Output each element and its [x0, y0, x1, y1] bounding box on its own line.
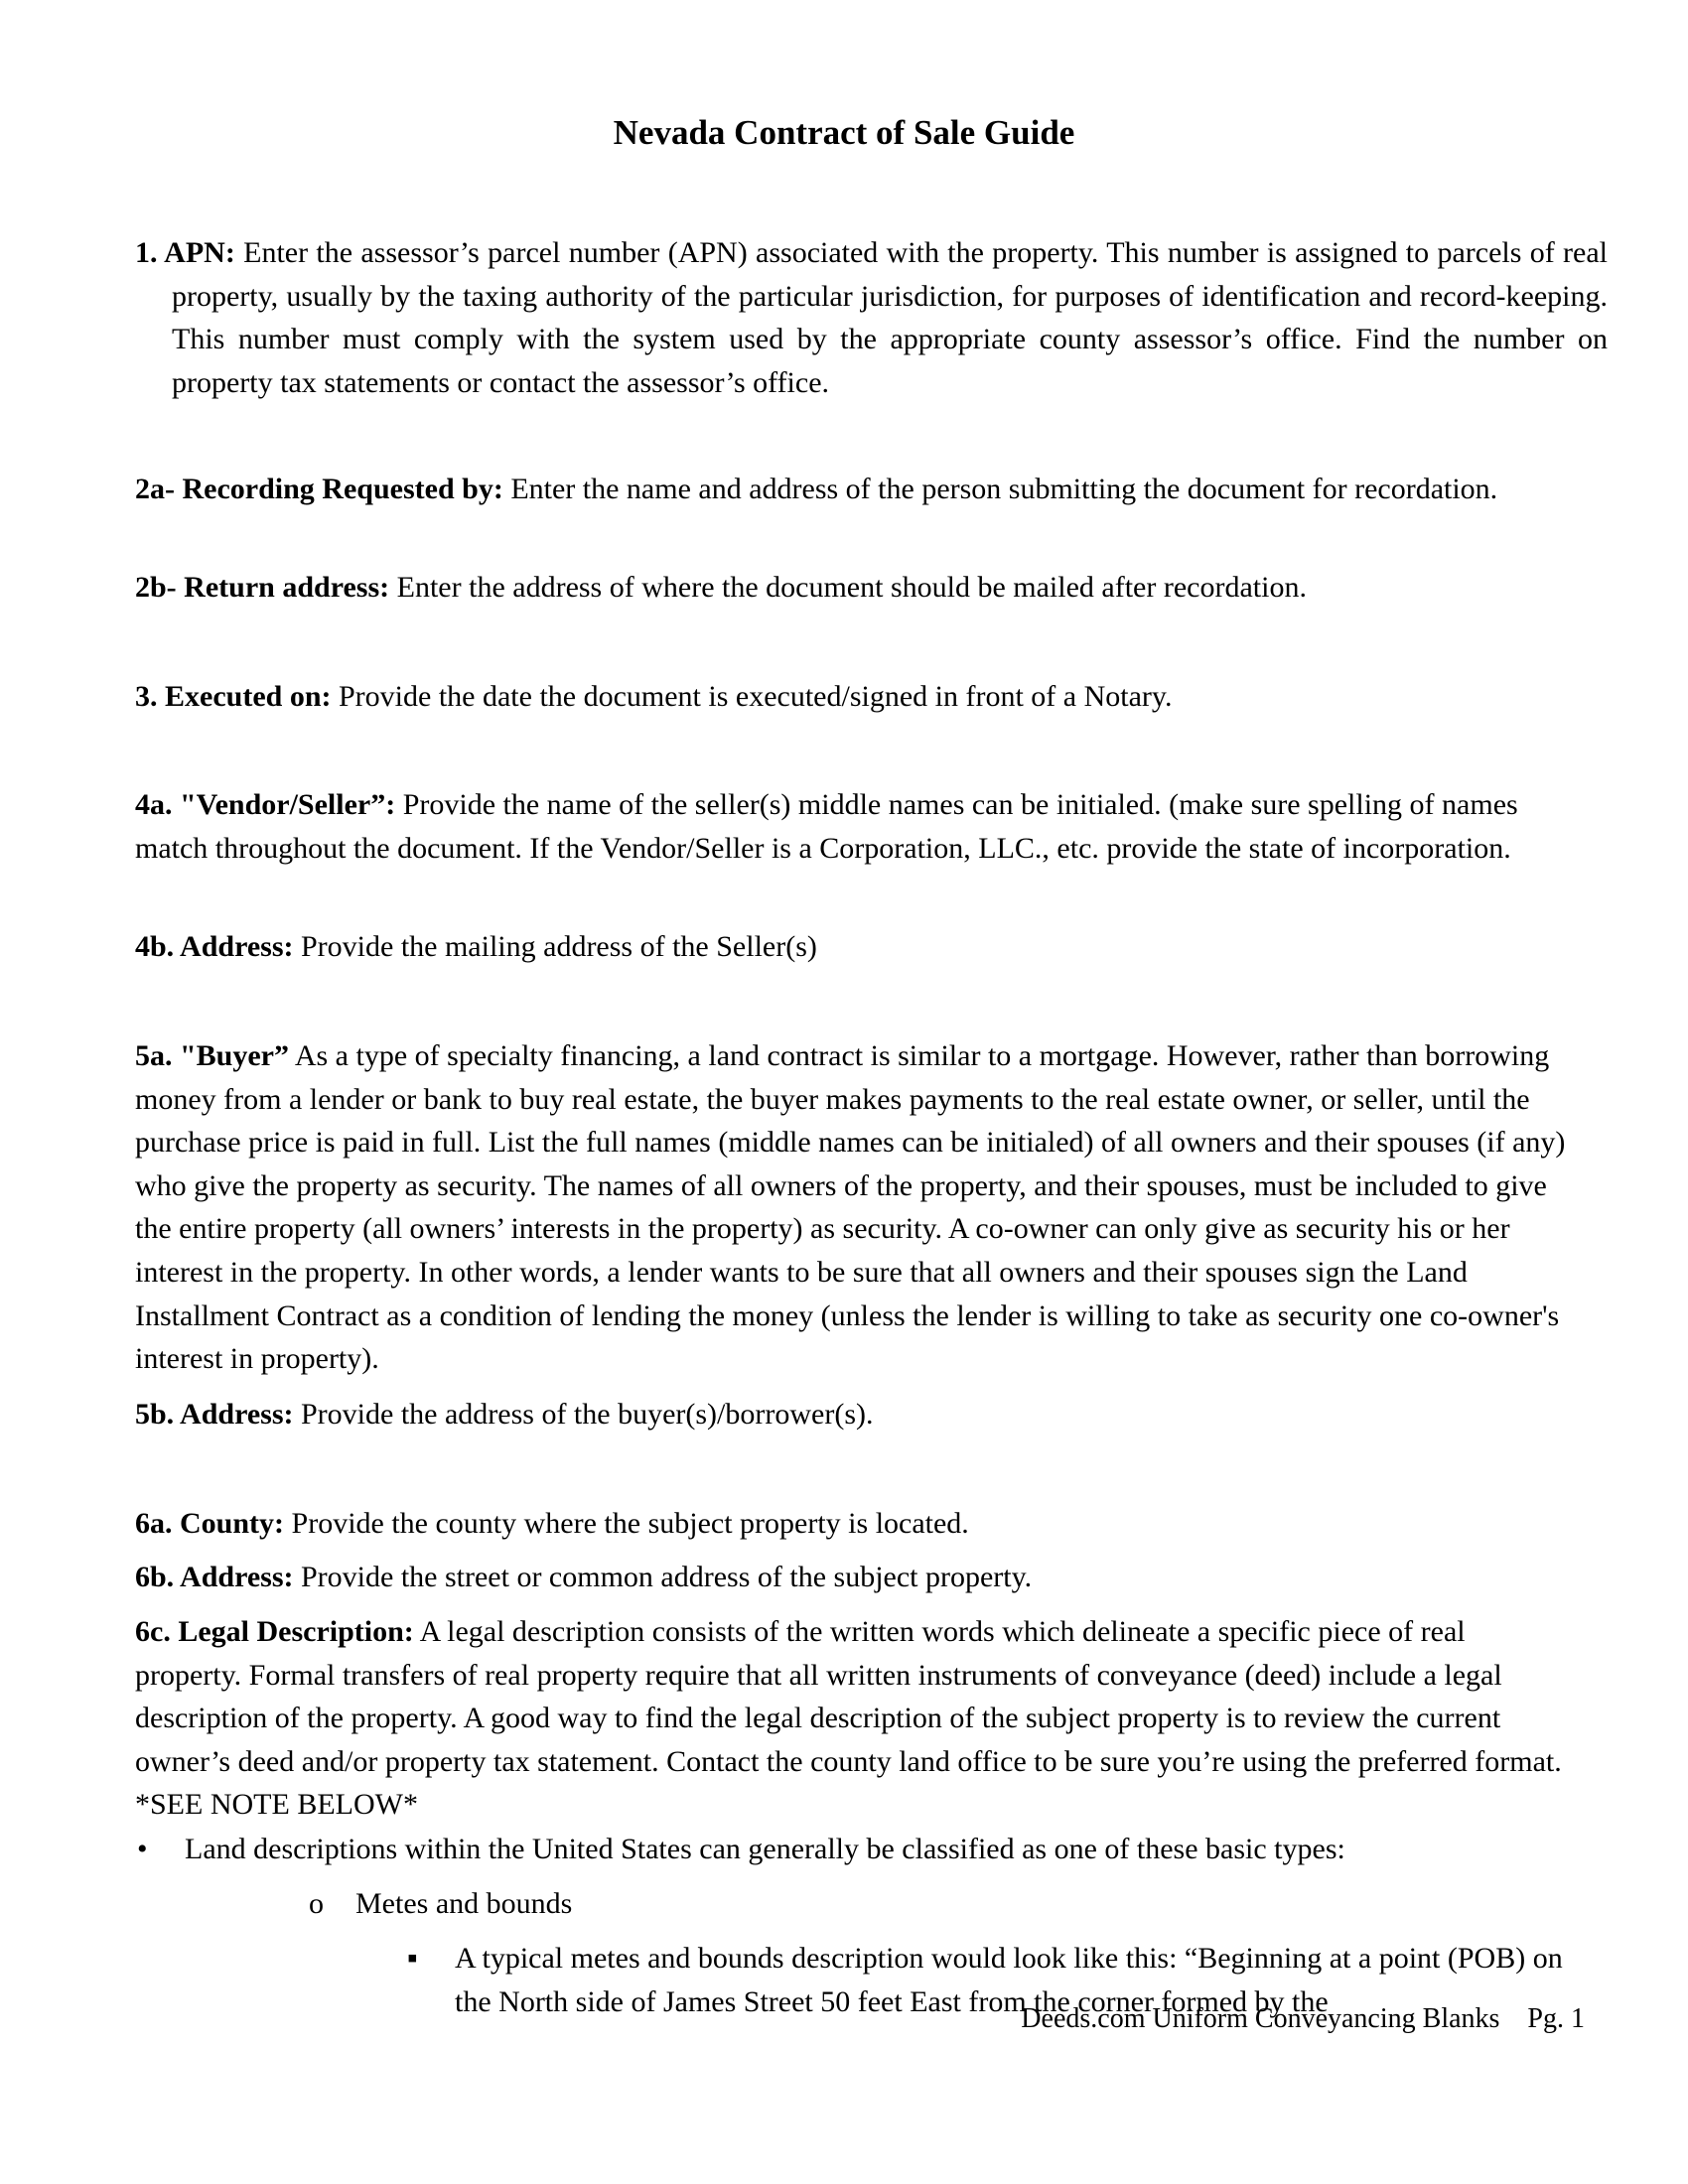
- section-text: Provide the date the document is executed/signed in front of a Notary.: [331, 680, 1173, 713]
- section-text: Provide the name of the seller(s) middle names can be initialed. (make sure spelling of names match throughout the document. If the Vendor/Seller is a Corporation, LLC., etc. provide the state of incorporation.: [135, 788, 1518, 865]
- bullet-square-icon: ▪: [407, 1942, 418, 1975]
- section-label: 6c. Legal Description:: [135, 1615, 414, 1648]
- section-label: 4b. Address:: [135, 930, 294, 963]
- bullet-circle-icon: o: [309, 1887, 324, 1920]
- section-text: Provide the street or common address of the subject property.: [293, 1561, 1033, 1593]
- section-text: Provide the mailing address of the Seller(s): [293, 930, 817, 963]
- section-text: A legal description consists of the written words which delineate a specific piece of real property. Formal transfers of real property require that all written instruments of conveyance (deed) include a legal description of the property. A good way to find the legal description of the subject property is to review the current owner’s deed and/or property tax statement. Contact the county land office to be sure you’re using the preferred format. *SEE NOTE BELOW*: [135, 1615, 1562, 1822]
- section-label: 4a. "Vendor/Seller”:: [135, 788, 396, 821]
- section-label: 6a. County:: [135, 1507, 285, 1540]
- section-2b-return-address: [135, 566, 1608, 610]
- section-label: 5a. "Buyer”: [135, 1039, 289, 1072]
- page-footer: Deeds.com Uniform Conveyancing Blanks Pg. 1: [1021, 2003, 1585, 2034]
- section-text: Provide the address of the buyer(s)/borrower(s).: [293, 1398, 874, 1431]
- section-4a-vendor-seller: [135, 783, 1571, 870]
- section-5b-address: [135, 1393, 1571, 1436]
- section-4b-address: [135, 925, 1571, 969]
- section-text: As a type of specialty financing, a land contract is similar to a mortgage. However, rather than borrowing money from a lender or bank to buy real estate, the buyer makes payments to the real estate owner, or seller, until the purchase price is paid in full. List the full names (middle names can be initialed) of all owners and their spouses (if any) who give the property as security. The names of all owners of the property, and their spouses, must be included to give the entire property (all owners’ interests in the property) as security. A co-owner can only give as security his or her interest in the property. In other words, a lender wants to be sure that all owners and their spouses sign the Land Installment Contract as a condition of lending the money (unless the lender is willing to take as security one co-owner's interest in property).: [135, 1039, 1566, 1376]
- section-label: 6b. Address:: [135, 1561, 294, 1593]
- section-5a-buyer: [135, 1034, 1571, 1381]
- page-title: Nevada Contract of Sale Guide: [613, 113, 1075, 152]
- section-6c-legal-description: [135, 1610, 1571, 1827]
- section-1-apn: [135, 231, 1608, 404]
- section-label: 3. Executed on:: [135, 680, 332, 713]
- section-text: Enter the assessor’s parcel number (APN) associated with the property. This number is assigned to parcels of real property, usually by the taxing authority of the particular jurisdiction, for purposes of identification and record-keeping. This number must comply with the system used by the appropriate county assessor’s office. Find the number on property tax statements or contact the assessor’s office.: [172, 236, 1608, 399]
- section-2a-recording-requested: [135, 468, 1608, 511]
- bullet-item-metes-example: A typical metes and bounds description would look like this: “Beginning at a point (POB) on the North side of James Street 50 feet East from the corner formed by the: [455, 1942, 1563, 2018]
- bullet-disc-icon: •: [137, 1833, 148, 1865]
- section-text: Enter the address of where the document should be mailed after recordation.: [389, 571, 1307, 604]
- bullet-item-land-descriptions: Land descriptions within the United States can generally be classified as one of these basic types:: [185, 1833, 1345, 1865]
- section-3-executed-on: [135, 675, 1571, 719]
- section-label: 2b- Return address:: [135, 571, 390, 604]
- section-text: Provide the county where the subject property is located.: [284, 1507, 969, 1540]
- section-label: 1. APN:: [135, 236, 235, 269]
- bullet-item-metes-and-bounds: Metes and bounds: [355, 1887, 573, 1920]
- section-6b-address: [135, 1556, 1571, 1599]
- section-label: 2a- Recording Requested by:: [135, 473, 503, 505]
- section-text: Enter the name and address of the person submitting the document for recordation.: [502, 473, 1498, 505]
- section-6a-county: [135, 1502, 1571, 1546]
- section-label: 5b. Address:: [135, 1398, 294, 1431]
